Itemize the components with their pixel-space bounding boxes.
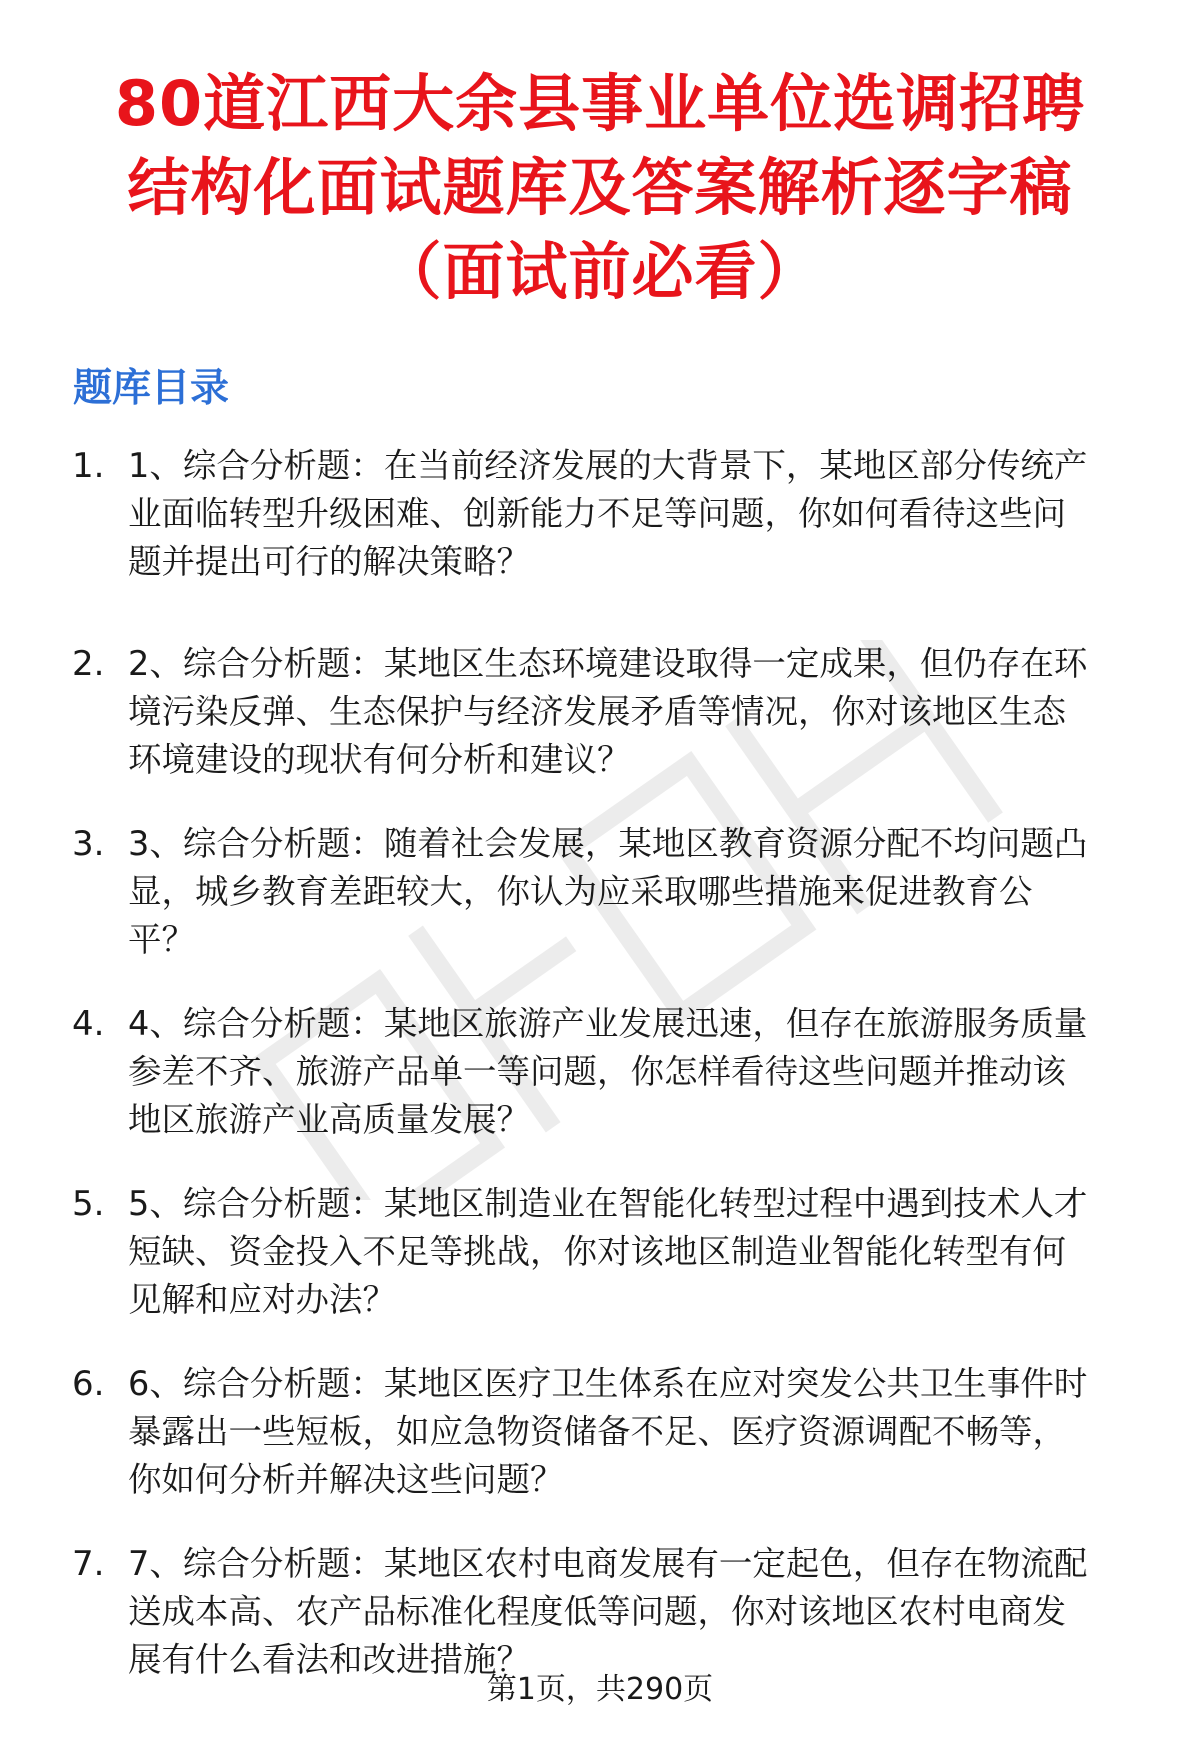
- toc-heading: 题库目录: [73, 366, 230, 411]
- item-number: 2.: [72, 644, 105, 684]
- item-line: 4、综合分析题：某地区旅游产业发展迅速，但存在旅游服务质量: [128, 1004, 1088, 1043]
- item-line: 地区旅游产业高质量发展？: [128, 1100, 530, 1139]
- item-text: [128, 1000, 1158, 1144]
- item-line: 送成本高、农产品标准化程度低等问题，你对该地区农村电商发: [128, 1592, 1066, 1631]
- item-text: [128, 640, 1158, 784]
- item-line: 平？: [128, 920, 195, 959]
- item-text: [128, 442, 1158, 586]
- item-line: 见解和应对办法？: [128, 1280, 396, 1319]
- item-text: [128, 1360, 1158, 1504]
- item-line: 暴露出一些短板，如应急物资储备不足、医疗资源调配不畅等，: [128, 1412, 1066, 1451]
- item-text: [128, 1540, 1158, 1684]
- item-line: 环境建设的现状有何分析和建议？: [128, 740, 631, 779]
- item-line: 短缺、资金投入不足等挑战，你对该地区制造业智能化转型有何: [128, 1232, 1066, 1271]
- item-number: 6.: [72, 1364, 105, 1404]
- page-footer: 第1页，共290页: [486, 1672, 714, 1707]
- item-line: 1、综合分析题：在当前经济发展的大背景下，某地区部分传统产: [128, 446, 1088, 485]
- title-line-3: （面试前必看）: [379, 235, 821, 308]
- item-number: 7.: [72, 1544, 105, 1584]
- item-text: [128, 820, 1158, 964]
- item-line: 5、综合分析题：某地区制造业在智能化转型过程中遇到技术人才: [128, 1184, 1088, 1223]
- item-line: 业面临转型升级困难、创新能力不足等问题，你如何看待这些问: [128, 494, 1066, 533]
- item-number: 1.: [72, 446, 105, 486]
- item-number: 3.: [72, 824, 105, 864]
- item-line: 显，城乡教育差距较大，你认为应采取哪些措施来促进教育公: [128, 872, 1033, 911]
- item-number: 5.: [72, 1184, 105, 1224]
- item-line: 6、综合分析题：某地区医疗卫生体系在应对突发公共卫生事件时: [128, 1364, 1088, 1403]
- title-line-2: 结构化面试题库及答案解析逐字稿: [127, 151, 1073, 224]
- item-line: 3、综合分析题：随着社会发展，某地区教育资源分配不均问题凸: [128, 824, 1088, 863]
- document-title: [60, 62, 1140, 314]
- item-line: 境污染反弹、生态保护与经济发展矛盾等情况，你对该地区生态: [128, 692, 1066, 731]
- item-line: 2、综合分析题：某地区生态环境建设取得一定成果，但仍存在环: [128, 644, 1088, 683]
- item-line: 题并提出可行的解决策略？: [128, 542, 530, 581]
- item-number: 4.: [72, 1004, 105, 1044]
- item-line: 7、综合分析题：某地区农村电商发展有一定起色，但存在物流配: [128, 1544, 1088, 1583]
- item-text: [128, 1180, 1158, 1324]
- item-line: 展有什么看法和改进措施？: [128, 1640, 530, 1679]
- title-line-1: 80道江西大余县事业单位选调招聘: [114, 67, 1086, 140]
- item-line: 你如何分析并解决这些问题？: [128, 1460, 564, 1499]
- item-line: 参差不齐、旅游产品单一等问题，你怎样看待这些问题并推动该: [128, 1052, 1066, 1091]
